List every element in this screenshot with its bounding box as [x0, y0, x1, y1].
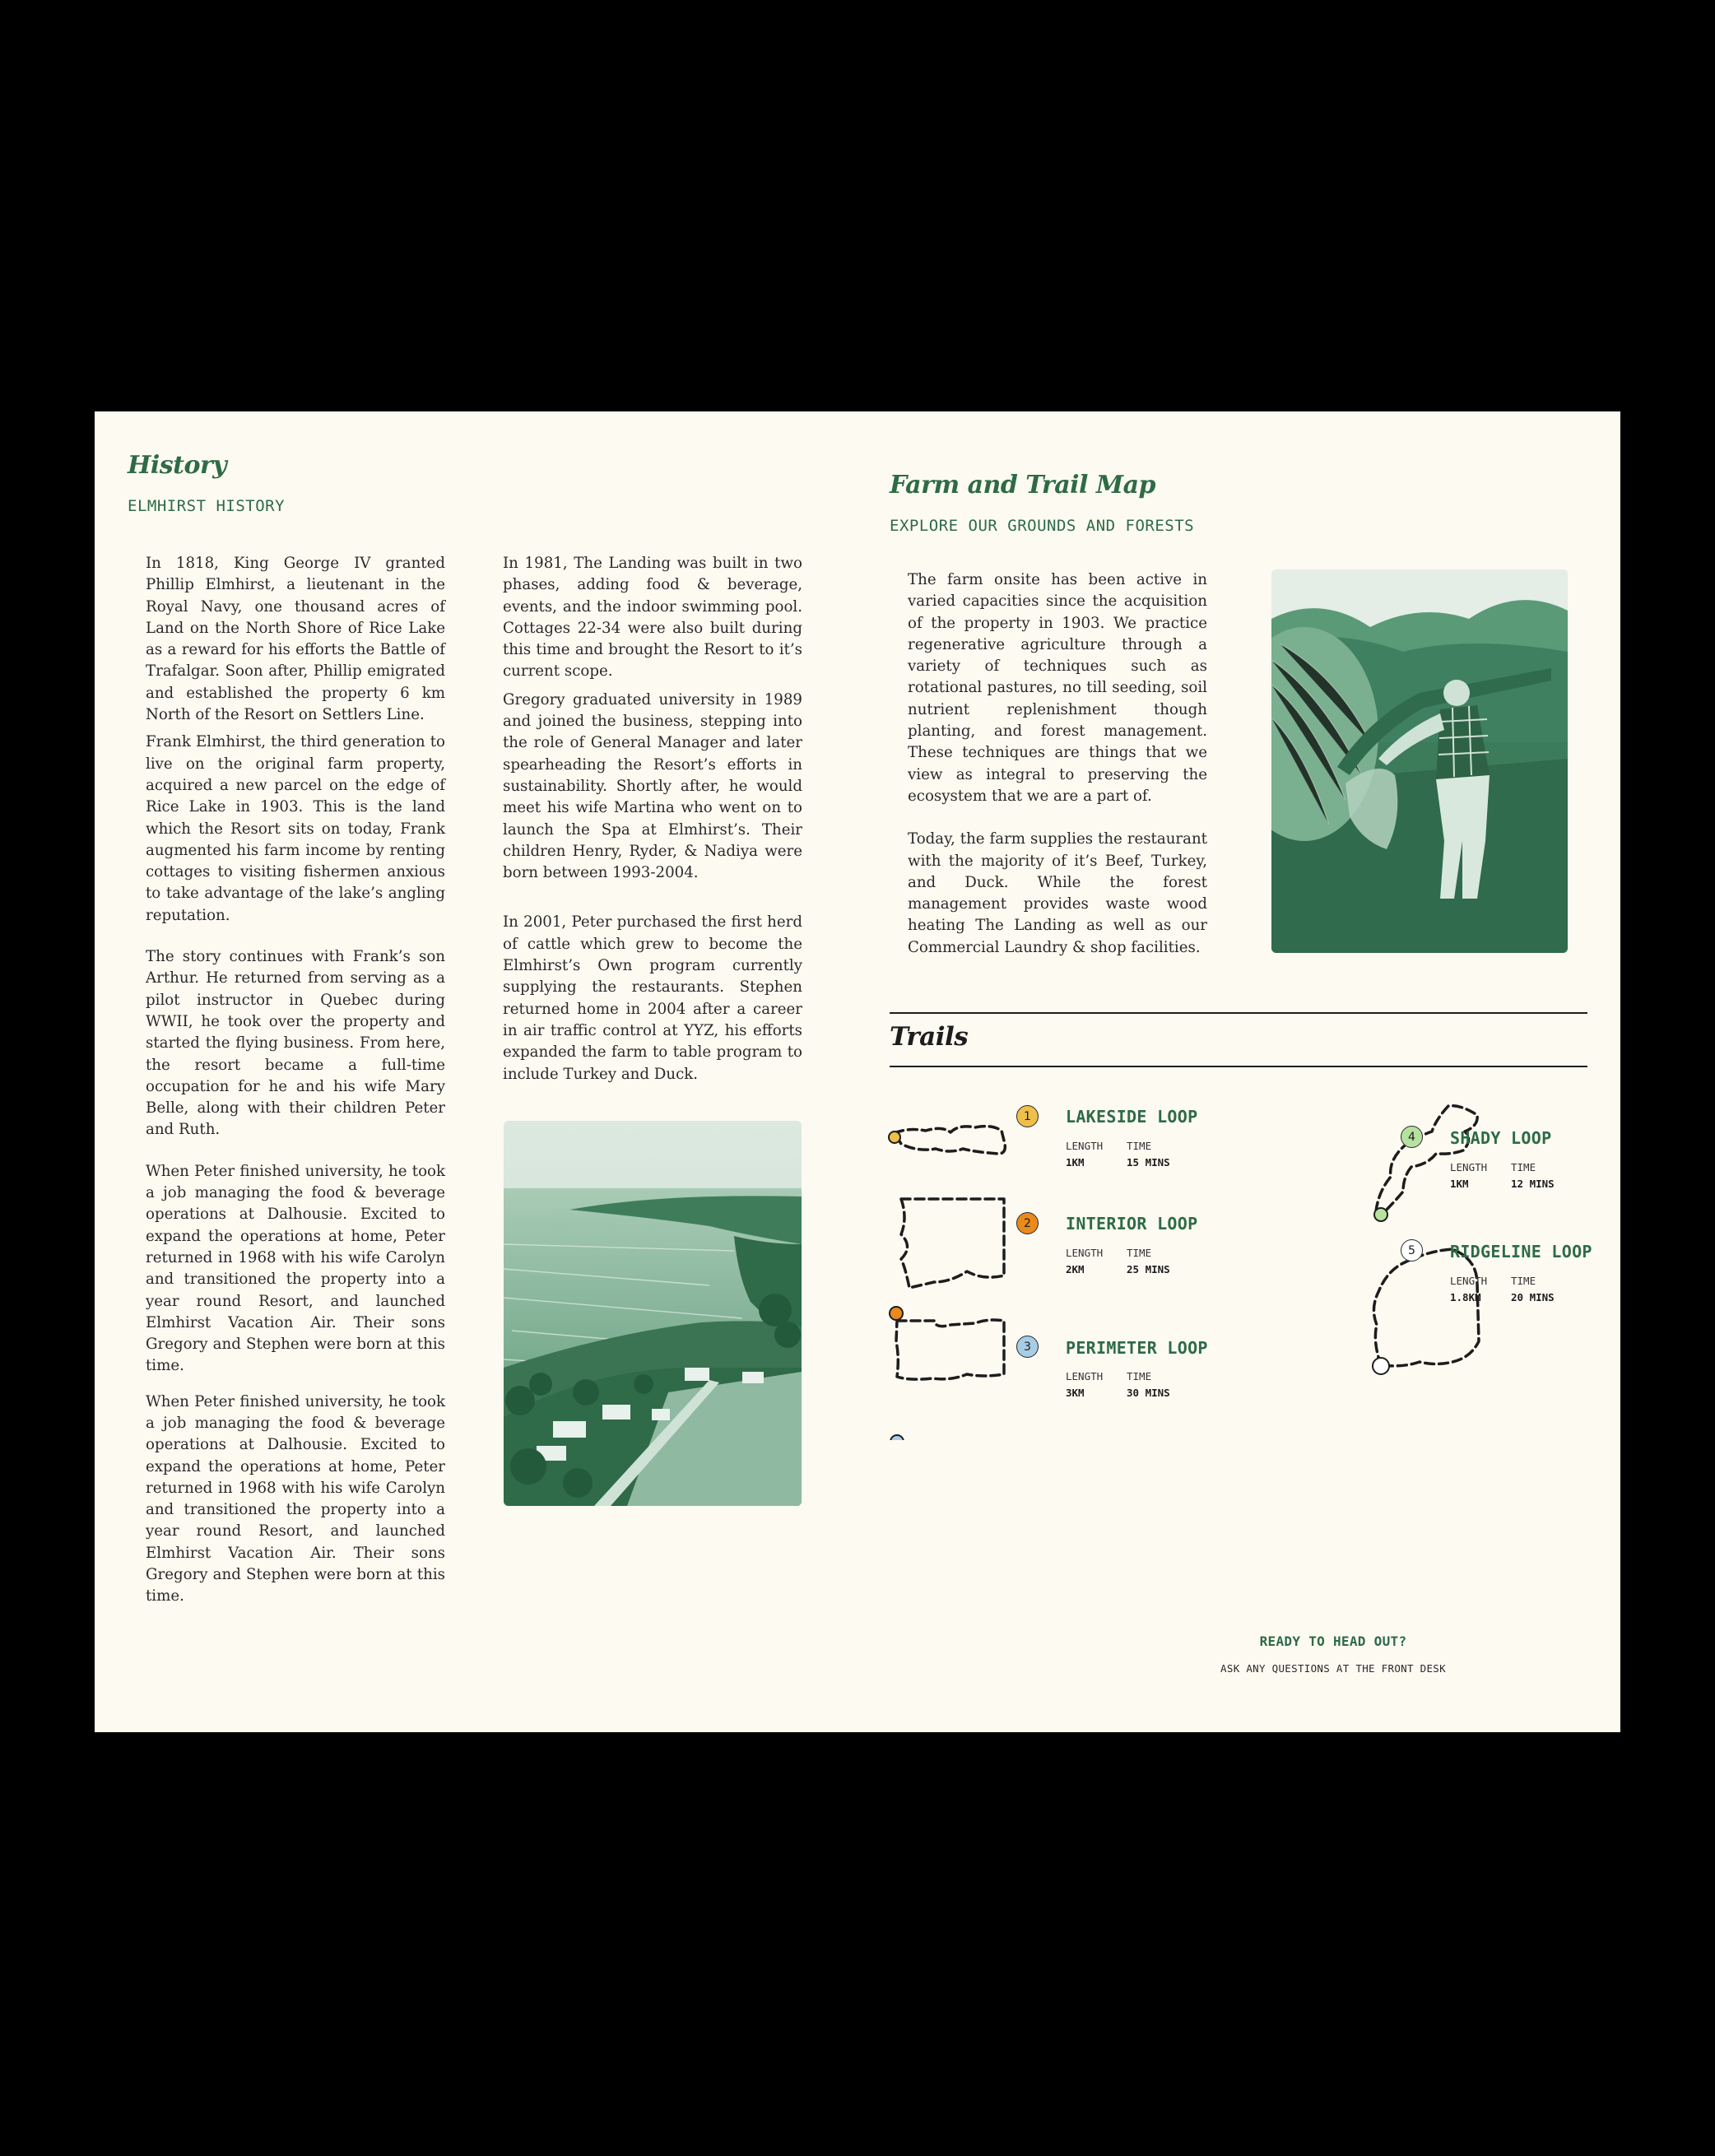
farm-column	[908, 569, 1207, 959]
time-label: TIME	[1511, 1161, 1536, 1173]
history-paragraph: Gregory graduated university in 1989 and joined the business, stepping into the role of General Manager and later spearheading the Resort’s efforts in sustainability. Shortly after, he would meet his wife Martina who went on to launch the Spa at Elmhirst’s. Their children Henry, Ryder, & Nadiya were born between 1993-2004.	[503, 690, 802, 882]
history-paragraph: In 1818, King George IV granted Phillip Elmhirst, a lieutenant in the Royal Navy, one thousand acres of Land on the North Shore of Rice Lake as a reward for his efforts the Battle of Trafalgar. Soon after, Phillip emigrated and established the property 6 km North of the Resort on Settlers Line.	[146, 555, 445, 724]
trail-5-time: 20 MINS	[1511, 1291, 1555, 1303]
trail-3-marker: 3	[1016, 1336, 1039, 1358]
trail-3-name: PERIMETER LOOP	[1066, 1338, 1208, 1358]
time-label: TIME	[1511, 1275, 1536, 1287]
trail-2-name: INTERIOR LOOP	[1066, 1214, 1198, 1234]
trail-1-marker: 1	[1016, 1105, 1039, 1127]
trails-top-rule	[890, 1012, 1587, 1014]
length-label: LENGTH	[1450, 1161, 1488, 1173]
trail-2-time: 25 MINS	[1127, 1263, 1170, 1275]
trail-2-marker: 2	[1016, 1212, 1039, 1234]
footer-cta: READY TO HEAD OUT?	[1259, 1633, 1407, 1649]
farm-subtitle: EXPLORE OUR GROUNDS AND FORESTS	[890, 517, 1195, 535]
history-paragraph: In 1981, The Landing was built in two phases, adding food & beverage, events, and the indoor swimming pool. Cottages 22-34 were also built during this time and brought the Resort to it’s current scope.	[503, 555, 802, 681]
history-paragraph: The story continues with Frank’s son Arthur. He returned from serving as a pilot instructor in Quebec during WWII, he took over the property and started the flying business. From here, the resort became a full-time occupation for he and his wife Mary Belle, along with their children Peter and Ruth.	[146, 948, 445, 1139]
length-label: LENGTH	[1066, 1140, 1104, 1152]
history-paragraph: Frank Elmhirst, the third generation to live on the original farm property, acquired a new parcel on the edge of Rice Lake in 1903. This is the land which the Resort sits on today, Frank augmented his farm income by renting cottages to visiting fishermen anxious to take advantage of the lake’s angling reputation.	[146, 733, 445, 924]
length-label: LENGTH	[1450, 1275, 1488, 1287]
time-label: TIME	[1127, 1370, 1152, 1382]
history-column-2	[503, 553, 802, 1085]
trail-4-name: SHADY LOOP	[1450, 1128, 1552, 1148]
trail-5-name: RIDGELINE LOOP	[1450, 1242, 1592, 1262]
brochure-sheet	[95, 411, 1620, 1732]
farmer-hay-photo	[1271, 569, 1568, 953]
history-paragraph: When Peter finished university, he took a job managing the food & beverage operations at Dalhousie. Excited to expand the operations at home, Peter returned in 1968 with his wife Carolyn and transitioned the property into a year round Resort, and launched Elmhirst Vacation Air. Their sons Gregory and Stephen were born at this time.	[146, 1162, 445, 1375]
trail-4-length: 1KM	[1450, 1178, 1469, 1190]
time-label: TIME	[1127, 1140, 1152, 1152]
history-column-1	[146, 553, 445, 1608]
trail-1-time: 15 MINS	[1127, 1156, 1170, 1169]
history-paragraph: In 2001, Peter purchased the first herd of cattle which grew to become the Elmhirst’s Own program currently supplying the restaurants. Stephen returned home in 2004 after a career in air traffic control at YYZ, his efforts expanded the farm to table program to include Turkey and Duck.	[503, 913, 802, 1083]
trails-heading: Trails	[890, 1022, 969, 1052]
farm-title: Farm and Trail Map	[890, 471, 1156, 500]
lake-aerial-photo	[504, 1121, 802, 1506]
trail-2-length: 2KM	[1066, 1263, 1085, 1275]
length-label: LENGTH	[1066, 1370, 1104, 1382]
history-subtitle: ELMHIRST HISTORY	[128, 497, 286, 515]
trail-1-name: LAKESIDE LOOP	[1066, 1107, 1198, 1127]
time-label: TIME	[1127, 1247, 1152, 1259]
footer-note: ASK ANY QUESTIONS AT THE FRONT DESK	[1220, 1662, 1446, 1675]
trail-4-marker: 4	[1401, 1126, 1423, 1148]
trail-1-length: 1KM	[1066, 1156, 1085, 1169]
trail-5-length: 1.8KM	[1450, 1291, 1481, 1303]
trails-bottom-rule	[890, 1066, 1587, 1067]
trail-3-time: 30 MINS	[1127, 1387, 1170, 1399]
trail-4-time: 12 MINS	[1511, 1178, 1555, 1190]
trail-3-length: 3KM	[1066, 1387, 1085, 1399]
history-title: History	[128, 451, 227, 480]
farm-paragraph: The farm onsite has been active in varied capacities since the acquisition of the property in 1903. We practice regenerative agriculture through a variety of techniques such as rotational pastures, no till seeding, soil nutrient replenishment though planting, and forest management. These techniques are things that we view as integral to preserving the ecosystem that we are a part of.	[908, 571, 1207, 805]
trail-5-marker: 5	[1401, 1239, 1423, 1262]
farm-paragraph: Today, the farm supplies the restaurant with the majority of it’s Beef, Turkey, and Duck. While the forest management provides waste wood heating The Landing as well as our Commercial Laundry & shop facilities.	[908, 830, 1207, 956]
length-label: LENGTH	[1066, 1247, 1104, 1259]
history-paragraph: When Peter finished university, he took a job managing the food & beverage operations at Dalhousie. Excited to expand the operations at home, Peter returned in 1968 with his wife Carolyn and transitioned the property into a year round Resort, and launched Elmhirst Vacation Air. Their sons Gregory and Stephen were born at this time.	[146, 1392, 445, 1605]
